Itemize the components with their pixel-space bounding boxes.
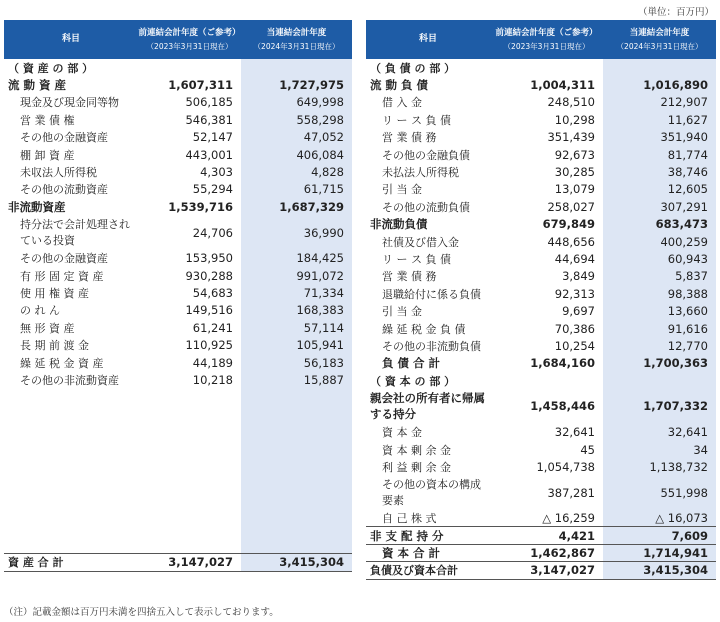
current-year-value: 38,746 <box>603 163 716 180</box>
prev-year-value: 258,027 <box>547 199 595 214</box>
row-label: 退職給付に係る負債 <box>382 287 481 301</box>
prev-year-value <box>490 59 603 76</box>
current-year-value: 98,388 <box>603 285 716 302</box>
table-row <box>366 94 716 111</box>
table-row <box>366 441 716 458</box>
row-label: 資 産 合 計 <box>4 554 138 571</box>
row-label: 流 動 資 産 <box>8 78 67 93</box>
prev-year-value: 61,241 <box>192 320 233 335</box>
prev-year-value: 546,381 <box>185 112 233 127</box>
prev-year-value: 55,294 <box>192 182 233 197</box>
current-year-value: 71,334 <box>241 284 352 301</box>
table-row <box>4 76 352 93</box>
row-label: 社債及び借入金 <box>382 235 459 249</box>
current-year-value: 12,605 <box>603 181 716 198</box>
prev-year-value: 44,694 <box>554 251 595 266</box>
row-label: 有 形 固 定 資 産 <box>20 269 104 283</box>
table-row <box>4 336 352 353</box>
prev-year-value: 1,458,446 <box>530 399 595 414</box>
current-year-value <box>603 59 716 76</box>
current-year-value: 5,837 <box>603 268 716 285</box>
prev-year-value: 92,673 <box>554 147 595 162</box>
row-label: 利 益 剰 余 金 <box>382 460 451 474</box>
header-cur: 当連結会計年度 （2024年3月31日現在） <box>603 20 716 59</box>
row-label: 借 入 金 <box>382 96 422 110</box>
prev-year-value: 92,313 <box>554 286 595 301</box>
table-row <box>4 59 352 76</box>
prev-year-value: 4,421 <box>490 527 603 544</box>
prev-year-value: 110,925 <box>185 338 233 353</box>
prev-year-value: 10,298 <box>554 112 595 127</box>
current-year-value: 1,700,363 <box>603 355 716 372</box>
row-label: 現金及び現金同等物 <box>20 96 119 110</box>
unit-note: （単位：百万円） <box>637 7 714 18</box>
table-row <box>366 163 716 180</box>
table-row <box>366 129 716 146</box>
prev-year-value: 1,054,738 <box>536 459 595 474</box>
current-year-value: 1,138,732 <box>603 458 716 475</box>
current-year-value: 307,291 <box>603 198 716 215</box>
current-year-value: 36,990 <box>241 216 352 250</box>
table-row <box>366 476 716 510</box>
table-row <box>4 216 352 250</box>
current-year-value: 351,940 <box>603 129 716 146</box>
prev-year-value: 52,147 <box>192 130 233 145</box>
prev-year-value: 1,684,160 <box>530 356 595 371</box>
current-year-value: 13,660 <box>603 302 716 319</box>
current-year-value: 400,259 <box>603 233 716 250</box>
row-label: その他の流動資産 <box>20 183 108 197</box>
current-year-value: 1,707,332 <box>603 389 716 423</box>
table-row <box>366 544 716 561</box>
prev-year-value: 3,849 <box>562 269 595 284</box>
row-label: 非流動負債 <box>370 217 428 232</box>
current-year-value: 406,084 <box>241 146 352 163</box>
current-year-value: 47,052 <box>241 129 352 146</box>
prev-year-value: 1,004,311 <box>530 78 595 93</box>
prev-year-value: 30,285 <box>554 165 595 180</box>
row-label: 自 己 株 式 <box>382 512 437 526</box>
header-label: 科目 <box>4 20 138 59</box>
prev-year-value: 70,386 <box>554 321 595 336</box>
table-row <box>366 527 716 544</box>
row-label: 資 本 金 <box>382 426 422 440</box>
row-label: の れ ん <box>20 304 60 318</box>
row-label: 引 当 金 <box>382 305 422 319</box>
row-label: その他の非流動負債 <box>382 339 481 353</box>
row-label: その他の金融負債 <box>382 148 470 162</box>
prev-year-value: 351,439 <box>547 130 595 145</box>
table-row <box>4 250 352 267</box>
table-row <box>4 198 352 215</box>
prev-year-value: 13,079 <box>554 182 595 197</box>
prev-year-value: 1,539,716 <box>168 199 233 214</box>
footnote: （注）記載金額は百万円未満を四捨五入して表示しております。 <box>4 607 279 618</box>
table-row <box>4 302 352 319</box>
assets-table <box>4 20 352 572</box>
table-row <box>366 423 716 440</box>
prev-year-value: 9,697 <box>562 304 595 319</box>
prev-year-value: 45 <box>580 442 595 457</box>
row-label: 未収法人所得税 <box>20 166 97 180</box>
row-label: その他の非流動資産 <box>20 373 119 387</box>
header-cur: 当連結会計年度 （2024年3月31日現在） <box>241 20 352 59</box>
current-year-value: △ 16,073 <box>603 510 716 527</box>
row-label: 負債及び資本合計 <box>366 562 490 579</box>
table-row <box>4 284 352 301</box>
current-year-value: 683,473 <box>603 216 716 233</box>
prev-year-value: 387,281 <box>547 485 595 500</box>
current-year-value: 81,774 <box>603 146 716 163</box>
row-label: 使 用 権 資 産 <box>20 286 89 300</box>
current-year-value: 212,907 <box>603 94 716 111</box>
prev-year-value: 10,218 <box>192 372 233 387</box>
current-year-value: 3,415,304 <box>603 562 716 579</box>
table-row <box>366 216 716 233</box>
table-row <box>4 163 352 180</box>
prev-year-value: 443,001 <box>185 147 233 162</box>
row-label: 営 業 債 務 <box>382 270 437 284</box>
current-year-value: 1,016,890 <box>603 76 716 93</box>
row-label: 資 本 合 計 <box>366 544 490 561</box>
prev-year-value: 32,641 <box>554 425 595 440</box>
current-year-value: 12,770 <box>603 337 716 354</box>
header-prev: 前連結会計年度（ご参考） （2023年3月31日現在） <box>490 20 603 59</box>
table-row <box>4 267 352 284</box>
row-label: その他の金融資産 <box>20 131 108 145</box>
prev-year-value: 24,706 <box>192 225 233 240</box>
header-label: 科目 <box>366 20 490 59</box>
row-label: リ ー ス 負 債 <box>382 113 451 127</box>
assets-header-row <box>4 20 352 59</box>
table-row <box>366 111 716 128</box>
prev-year-value: 3,147,027 <box>490 562 603 579</box>
header-prev: 前連結会計年度（ご参考） （2023年3月31日現在） <box>138 20 241 59</box>
current-year-value: 1,714,941 <box>603 544 716 561</box>
table-row <box>4 111 352 128</box>
prev-year-value: 3,147,027 <box>138 554 241 571</box>
current-year-value: 649,998 <box>241 94 352 111</box>
current-year-value: 60,943 <box>603 250 716 267</box>
prev-year-value <box>138 59 241 76</box>
row-label: 持分法で会計処理されている投資 <box>20 217 130 247</box>
spacer-row <box>4 389 352 554</box>
prev-year-value: 4,303 <box>200 165 233 180</box>
table-row <box>366 76 716 93</box>
prev-year-value: △ 16,259 <box>542 511 595 526</box>
row-label: その他の流動負債 <box>382 200 470 214</box>
current-year-value: 551,998 <box>603 476 716 510</box>
current-year-value: 61,715 <box>241 181 352 198</box>
current-year-value: 11,627 <box>603 111 716 128</box>
prev-year-value: 153,950 <box>185 251 233 266</box>
row-label: 繰 延 税 金 負 債 <box>382 322 466 336</box>
current-year-value: 1,687,329 <box>241 198 352 215</box>
row-label: その他の資本の構成要素 <box>382 477 481 507</box>
row-label: 非流動資産 <box>8 199 66 214</box>
current-year-value: 105,941 <box>241 336 352 353</box>
row-label: 非 支 配 持 分 <box>366 527 490 544</box>
liabilities-table <box>366 20 716 580</box>
grand-total-row <box>366 562 716 579</box>
table-row <box>4 129 352 146</box>
row-label: 親会社の所有者に帰属する持分 <box>370 391 485 422</box>
row-label: 未払法人所得税 <box>382 166 459 180</box>
prev-year-value: 1,607,311 <box>168 78 233 93</box>
prev-year-value: 10,254 <box>554 338 595 353</box>
row-label: 営 業 債 権 <box>20 113 75 127</box>
table-row <box>4 181 352 198</box>
table-row <box>4 371 352 388</box>
table-row <box>366 146 716 163</box>
table-row <box>4 354 352 371</box>
current-year-value: 558,298 <box>241 111 352 128</box>
current-year-value: 1,727,975 <box>241 76 352 93</box>
table-row <box>366 268 716 285</box>
prev-year-value: 930,288 <box>185 268 233 283</box>
current-year-value: 15,887 <box>241 371 352 388</box>
prev-year-value: 44,189 <box>192 355 233 370</box>
table-row <box>366 337 716 354</box>
row-label: 長 期 前 渡 金 <box>20 339 89 353</box>
table-row <box>4 319 352 336</box>
table-row <box>366 285 716 302</box>
table-row <box>366 181 716 198</box>
table-row <box>366 250 716 267</box>
current-year-value: 7,609 <box>603 527 716 544</box>
row-label: リ ー ス 負 債 <box>382 252 451 266</box>
current-year-value: 34 <box>603 441 716 458</box>
table-row <box>366 302 716 319</box>
row-label: 負 債 合 計 <box>382 356 441 371</box>
row-label: （ 資 産 の 部 ） <box>8 61 94 75</box>
prev-year-value: 506,185 <box>185 95 233 110</box>
row-label: 流 動 負 債 <box>370 78 429 93</box>
prev-year-value: 248,510 <box>547 95 595 110</box>
table-row <box>366 372 716 389</box>
prev-year-value: 54,683 <box>192 285 233 300</box>
row-label: 資 本 剰 余 金 <box>382 443 451 457</box>
row-label: 繰 延 税 金 資 産 <box>20 356 104 370</box>
current-year-value: 991,072 <box>241 267 352 284</box>
row-label: その他の金融資産 <box>20 252 108 266</box>
table-row <box>4 146 352 163</box>
row-label: 棚 卸 資 産 <box>20 148 75 162</box>
row-label: 無 形 資 産 <box>20 321 75 335</box>
prev-year-value: 1,462,867 <box>490 544 603 561</box>
liabilities-header-row <box>366 20 716 59</box>
prev-year-value <box>490 372 603 389</box>
table-row <box>366 320 716 337</box>
table-row <box>366 198 716 215</box>
table-row <box>366 233 716 250</box>
current-year-value: 184,425 <box>241 250 352 267</box>
current-year-value: 4,828 <box>241 163 352 180</box>
table-row <box>366 355 716 372</box>
prev-year-value: 679,849 <box>542 217 595 232</box>
current-year-value: 91,616 <box>603 320 716 337</box>
prev-year-value: 149,516 <box>185 303 233 318</box>
current-year-value: 32,641 <box>603 423 716 440</box>
current-year-value: 57,114 <box>241 319 352 336</box>
assets-total-row <box>4 554 352 571</box>
table-row <box>366 458 716 475</box>
table-row <box>366 510 716 527</box>
table-row <box>4 94 352 111</box>
row-label: 引 当 金 <box>382 183 422 197</box>
current-year-value: 168,383 <box>241 302 352 319</box>
table-row <box>366 59 716 76</box>
current-year-value: 56,183 <box>241 354 352 371</box>
current-year-value <box>603 372 716 389</box>
current-year-value: 3,415,304 <box>241 554 352 571</box>
current-year-value <box>241 59 352 76</box>
prev-year-value: 448,656 <box>547 234 595 249</box>
row-label: （ 資 本 の 部 ） <box>370 374 456 388</box>
table-row <box>366 389 716 423</box>
row-label: （ 負 債 の 部 ） <box>370 61 456 75</box>
row-label: 営 業 債 務 <box>382 131 437 145</box>
